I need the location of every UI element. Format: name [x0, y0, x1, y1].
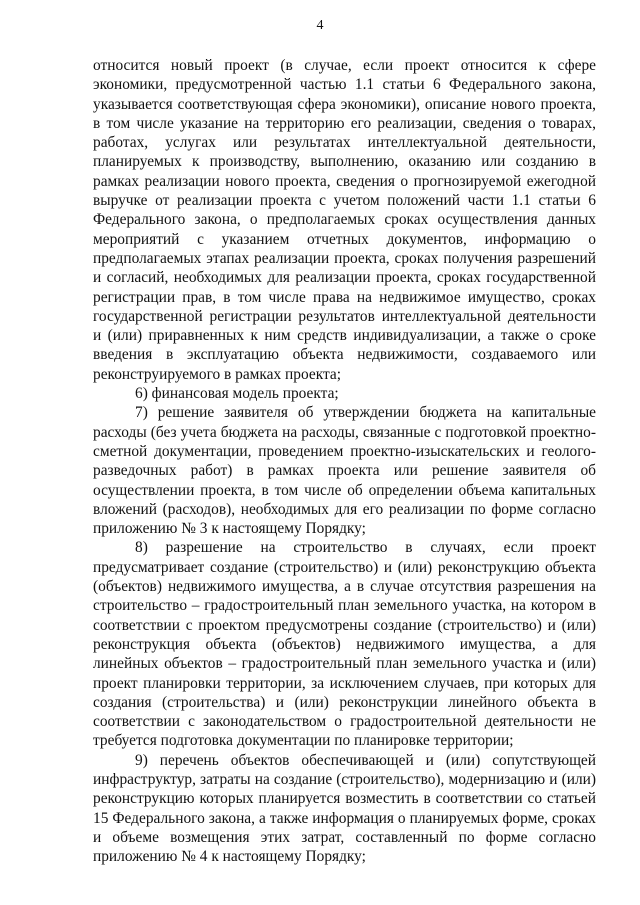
page-number: 4	[316, 18, 324, 33]
paragraph-item-9: 9) перечень объектов обеспечивающей и (или) сопутствующей инфраструктур, затраты на создание (строительство), модернизацию и (или) реконструкцию которых планируется возместить в соответствии со статьей 15 Федерального закона, а также информация о планируемых форме, сроках и объеме возмещения этих затрат, составленный по форме согласно приложению № 4 к настоящему Порядку;	[93, 751, 596, 866]
paragraph-item-7: 7) решение заявителя об утверждении бюджета на капитальные расходы (без учета бюджета на расходы, связанные с подготовкой проектно-сметной документации, проведением проектно-изыскательских и геолого-разведочных работ) в рамках проекта или решение заявителя об осуществлении проекта, в том числе об определении объема капитальных вложений (расходов), необходимых для его реализации по форме согласно приложению № 3 к настоящему Порядку;	[93, 404, 596, 538]
paragraph-continuation: относится новый проект (в случае, если проект относится к сфере экономики, предусмотренной частью 1.1 статьи 6 Федерального закона, указывается соответствующая сфера экономики), описание нового проекта, в том числе указание на территорию его реализации, сведения о товарах, работах, услугах или результатах интеллектуальной деятельности, планируемых к производству, выполнению, оказанию или созданию в рамках реализации нового проекта, сведения о прогнозируемой ежегодной выручке от реализации проекта с учетом положений части 1.1 статьи 6 Федерального закона, о предполагаемых сроках осуществления данных мероприятий с указанием отчетных документов, информацию о предполагаемых этапах реализации проекта, сроках получения разрешений и согласий, необходимых для реализации проекта, сроках государственной регистрации прав, в том числе права на недвижимое имущество, сроках государственной регистрации результатов интеллектуальной деятельности и (или) приравненных к ним средств индивидуализации, а также о сроке введения в эксплуатацию объекта недвижимости, создаваемого или реконструируемого в рамках проекта;	[93, 57, 596, 383]
paragraph-item-8: 8) разрешение на строительство в случаях, если проект предусматривает создание (строительство) и (или) реконструкцию объекта (объектов) недвижимого имущества, а в случае отсутствия разрешения на строительство – градостроительный план земельного участка, на котором в соответствии с проектом предусмотрены создание (строительство) и (или) реконструкция объекта (объектов) недвижимого имущества, а для линейных объектов – градостроительный план земельного участка и (или) проект планировки территории, за исключением случаев, при которых для создания (строительства) и (или) реконструкции линейного объекта в соответствии с законодательством о градостроительной деятельности не требуется подготовка документации по планировке территории;	[93, 539, 596, 750]
document-body	[93, 56, 596, 866]
paragraph-item-6: 6) финансовая модель проекта;	[135, 385, 339, 403]
